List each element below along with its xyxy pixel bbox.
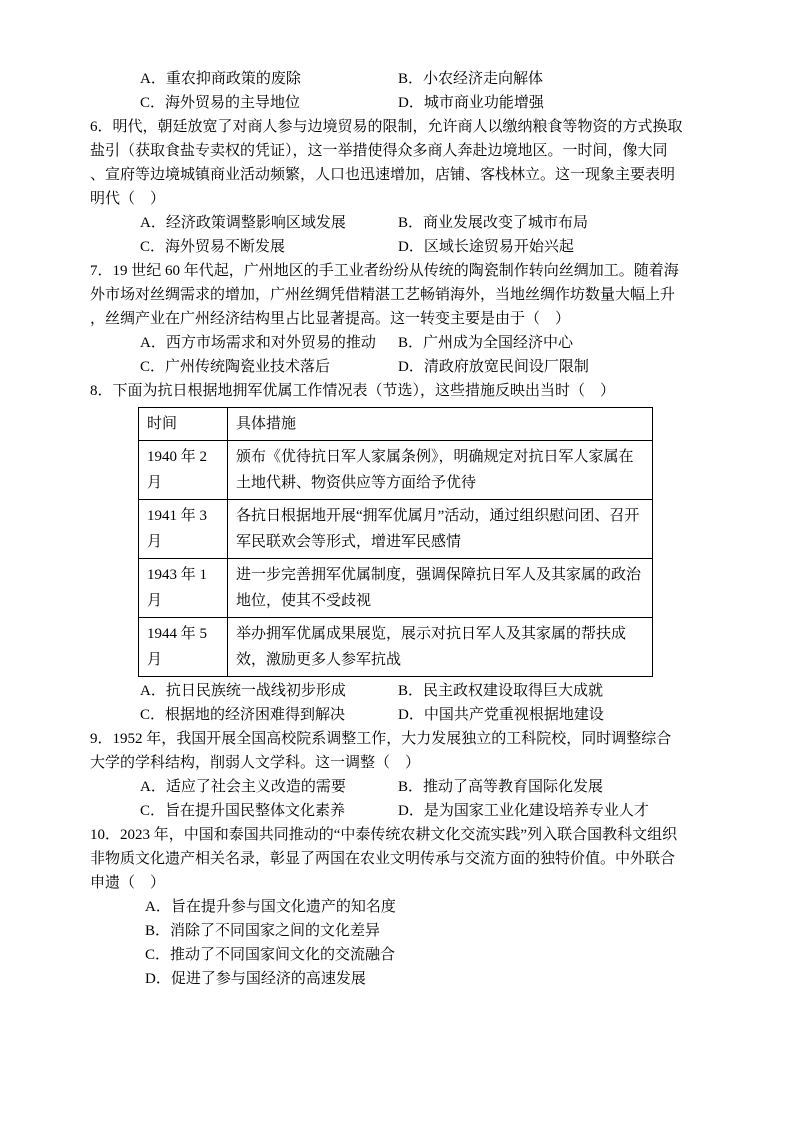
q9-options-row-ab <box>90 775 725 799</box>
q5-option-c: C．海外贸易的主导地位 <box>140 95 301 111</box>
q10-option-d: D．促进了参与国经济的高速发展 <box>145 971 366 987</box>
q8-table-cell-time-1944: 1944 年 5 月 <box>139 618 228 677</box>
q6-stem-line-3: 、宣府等边境城镇商业活动频繁，人口也迅速增加，店铺、客栈林立。这一现象主要表明 <box>90 167 676 183</box>
q6-stem-line-1: 6．明代，朝廷放宽了对商人参与边境贸易的限制，允许商人以缴纳粮食等物资的方式换取 <box>90 119 683 135</box>
q10-stem-line-1: 10．2023 年，中国和泰国共同推动的“中泰传统农耕文化交流实践”列入联合国教科文组织 <box>90 827 678 843</box>
q5-option-b: B．小农经济走向解体 <box>398 71 544 87</box>
q8-measures-table <box>138 407 653 677</box>
q6-options-row-ab <box>90 211 725 235</box>
q6-stem-line-2: 盐引（获取食盐专卖权的凭证），这一举措使得众多商人奔赴边境地区。一时间，像大同 <box>90 143 668 159</box>
q7-stem-line-2: 外市场对丝绸需求的增加，广州丝绸凭借精湛工艺畅销海外，当地丝绸作坊数量大幅上升 <box>90 287 676 303</box>
q8-table-cell-time-1941: 1941 年 3 月 <box>139 500 228 559</box>
q7-options-row-cd <box>90 355 725 379</box>
q6-options-row-cd <box>90 235 725 259</box>
q8-option-b: B．民主政权建设取得巨大成就 <box>398 683 604 699</box>
q10-option-b: B．消除了不同国家之间的文化差异 <box>145 923 381 939</box>
q7-option-c: C．广州传统陶瓷业技术落后 <box>140 359 331 375</box>
q9-options-row-cd <box>90 799 725 823</box>
q8-table-header-time: 时间 <box>139 408 228 441</box>
q8-table-cell-measure-1941: 各抗日根据地开展“拥军优属月”活动，通过组织慰问团、召开军民联欢会等形式，增进军民感情 <box>228 500 653 559</box>
q8-table-header-measure: 具体措施 <box>228 408 653 441</box>
q9-option-b: B．推动了高等教育国际化发展 <box>398 779 604 795</box>
q8-option-d: D．中国共产党重视根据地建设 <box>398 707 604 723</box>
q6-stem-line-4: 明代（ ） <box>90 191 166 207</box>
q7-options-row-ab <box>90 331 725 355</box>
q7-option-a: A．西方市场需求和对外贸易的推动 <box>140 335 376 351</box>
q7-option-d: D．清政府放宽民间设厂限制 <box>398 359 589 375</box>
q5-options-row-cd <box>90 91 725 115</box>
q8-table-cell-measure-1943: 进一步完善拥军优属制度，强调保障抗日军人及其家属的政治地位，使其不受歧视 <box>228 559 653 618</box>
q8-table-row-1944 <box>139 618 653 677</box>
q5-options-row-ab <box>90 67 725 91</box>
q6-option-a: A．经济政策调整影响区域发展 <box>140 215 346 231</box>
q6-option-d: D．区域长途贸易开始兴起 <box>398 239 574 255</box>
q8-table-header-row <box>139 408 653 441</box>
q8-table-cell-measure-1944: 举办拥军优属成果展览，展示对抗日军人及其家属的帮扶成效，激励更多人参军抗战 <box>228 618 653 677</box>
q10-stem-line-2: 非物质文化遗产相关名录，彰显了两国在农业文明传承与交流方面的独特价值。中外联合 <box>90 851 676 867</box>
q6-option-b: B．商业发展改变了城市布局 <box>398 215 589 231</box>
q9-stem-line-2: 大学的学科结构，削弱人文学科。这一调整（ ） <box>90 755 421 771</box>
q8-table-cell-time-1943: 1943 年 1 月 <box>139 559 228 618</box>
q7-stem-line-3: ，丝绸产业在广州经济结构里占比显著提高。这一转变主要是由于（ ） <box>90 311 571 327</box>
q8-options-row-cd <box>90 703 725 727</box>
q10-option-a: A．旨在提升参与国文化遗产的知名度 <box>145 899 396 915</box>
q5-option-a: A．重农抑商政策的废除 <box>140 71 301 87</box>
q7-stem-line-1: 7．19 世纪 60 年代起，广州地区的手工业者纷纷从传统的陶瓷制作转向丝绸加工。随着海 <box>90 263 679 279</box>
q8-option-c: C．根据地的经济困难得到解决 <box>140 707 346 723</box>
q8-table-cell-time-1940: 1940 年 2 月 <box>139 441 228 500</box>
q8-stem: 8．下面为抗日根据地拥军优属工作情况表（节选），这些措施反映出当时（ ） <box>90 383 616 399</box>
q10-stem-line-3: 申遗（ ） <box>90 875 166 891</box>
q7-option-b: B．广州成为全国经济中心 <box>398 335 574 351</box>
q9-stem-line-1: 9．1952 年，我国开展全国高校院系调整工作，大力发展独立的工科院校，同时调整综合 <box>90 731 672 747</box>
q9-option-a: A．适应了社会主义改造的需要 <box>140 779 346 795</box>
q5-option-d: D．城市商业功能增强 <box>398 95 544 111</box>
q10-option-c: C．推动了不同国家间文化的交流融合 <box>145 947 396 963</box>
q8-options-row-ab <box>90 679 725 703</box>
q6-option-c: C．海外贸易不断发展 <box>140 239 286 255</box>
q8-table-row-1940 <box>139 441 653 500</box>
q8-table-row-1941 <box>139 500 653 559</box>
q8-table-row-1943 <box>139 559 653 618</box>
q9-option-c: C．旨在提升国民整体文化素养 <box>140 803 346 819</box>
q9-option-d: D．是为国家工业化建设培养专业人才 <box>398 803 649 819</box>
q8-option-a: A．抗日民族统一战线初步形成 <box>140 683 346 699</box>
q8-table-cell-measure-1940: 颁布《优待抗日军人家属条例》，明确规定对抗日军人家属在土地代耕、物资供应等方面给予优待 <box>228 441 653 500</box>
